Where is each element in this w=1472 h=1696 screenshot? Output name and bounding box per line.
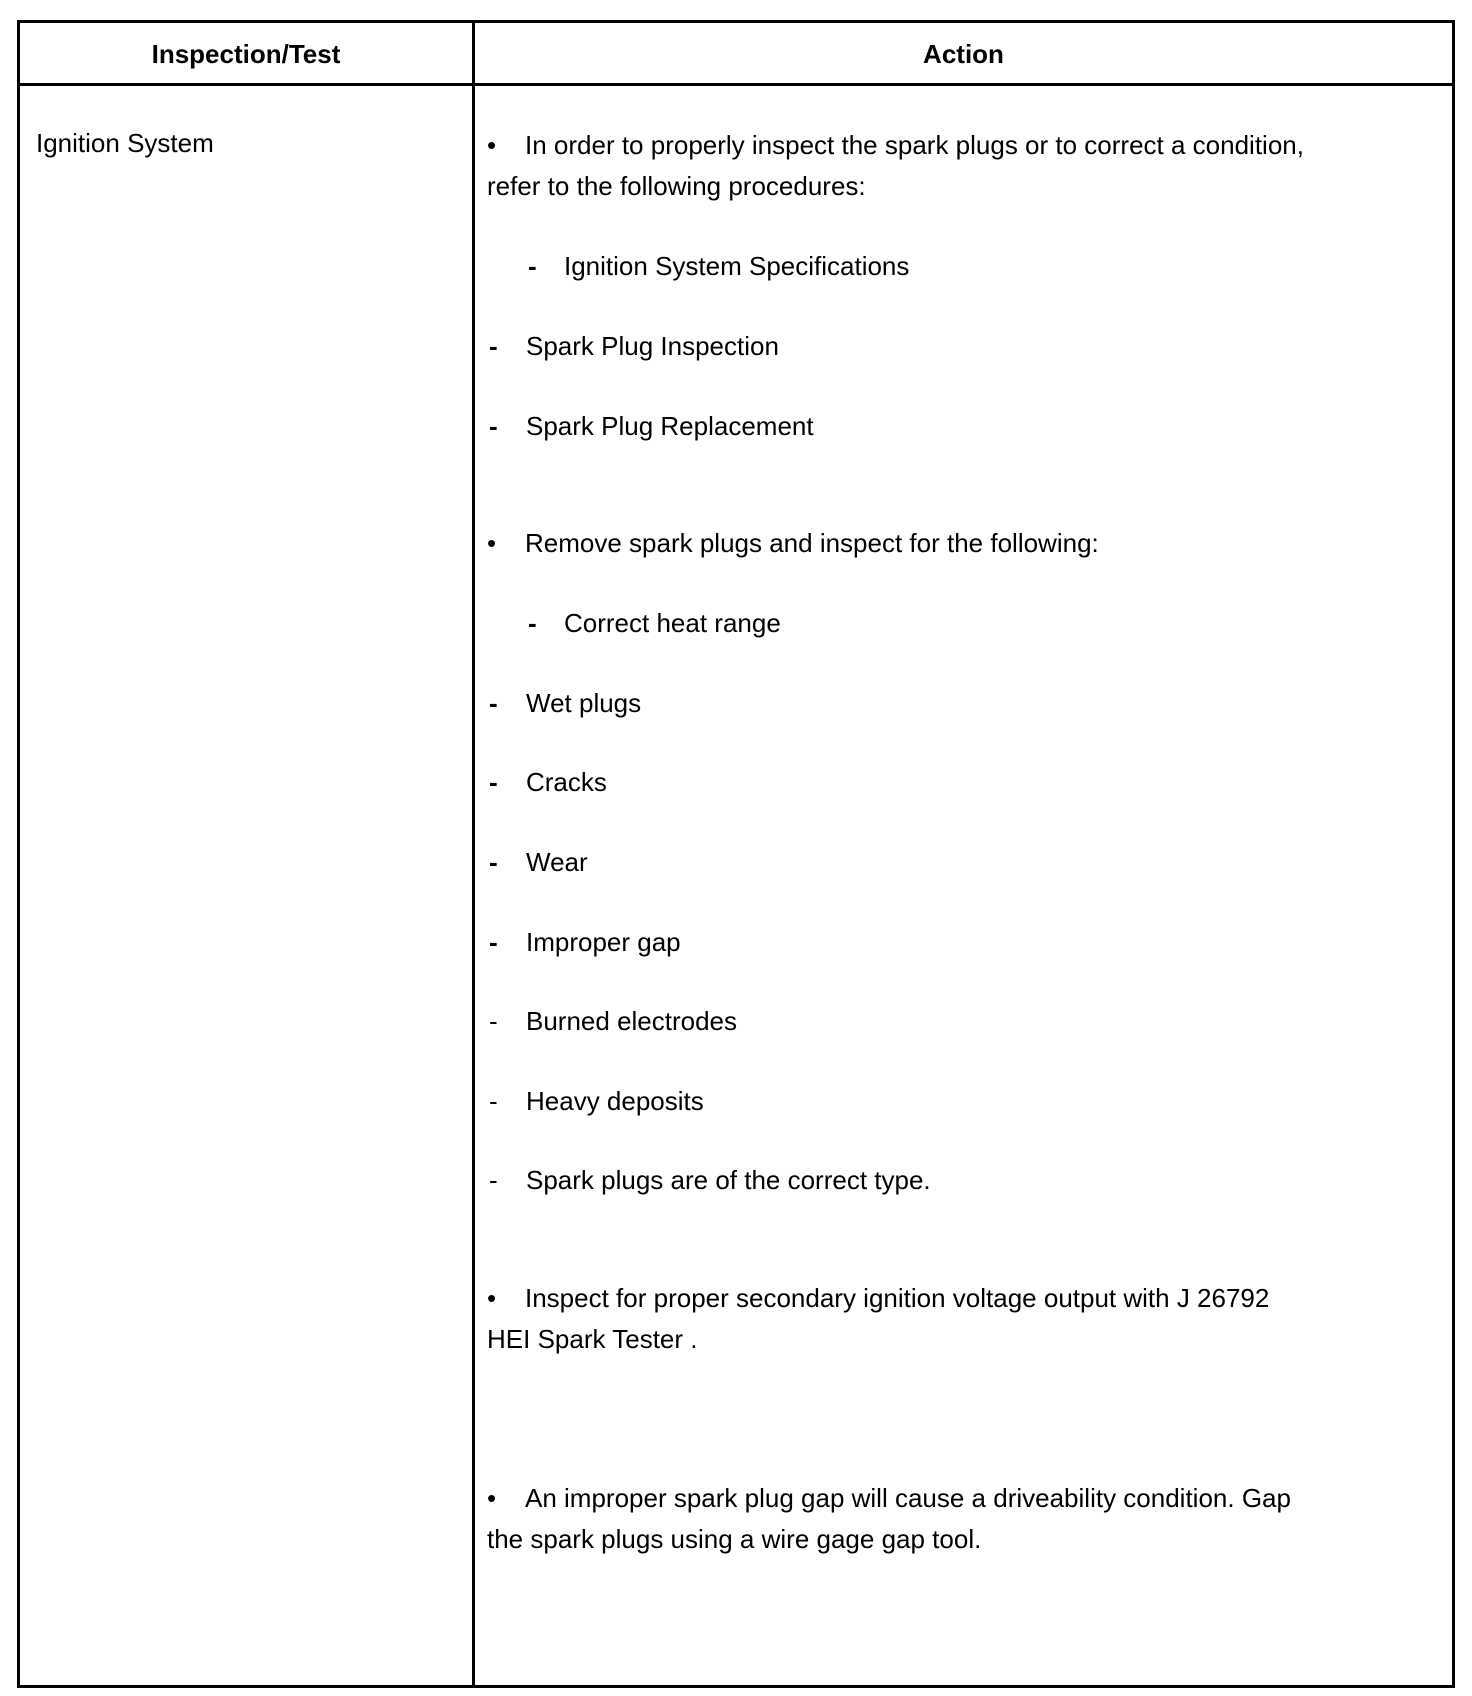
dash-marker: -	[489, 1086, 498, 1116]
action-text: Remove spark plugs and inspect for the following:	[525, 528, 1099, 558]
list-item: Improper gap	[526, 927, 681, 957]
dash-marker: -	[489, 1165, 498, 1195]
list-item: Cracks	[526, 767, 607, 797]
dash-marker: -	[489, 331, 498, 361]
header-action: Action	[923, 39, 1004, 69]
bullet-marker: •	[487, 528, 497, 558]
list-item: Wear	[526, 847, 588, 877]
inspection-cell: Ignition System	[36, 128, 214, 158]
list-item: Wet plugs	[526, 688, 642, 718]
list-item: Ignition System Specifications	[564, 251, 910, 281]
dash-marker: -	[528, 608, 537, 638]
bullet-marker: •	[487, 1483, 497, 1513]
header-divider	[20, 83, 1452, 86]
bullet-marker: •	[487, 130, 497, 160]
header-inspection-test: Inspection/Test	[151, 39, 341, 69]
action-text: the spark plugs using a wire gage gap tool.	[487, 1524, 982, 1554]
dash-marker: -	[489, 927, 498, 957]
dash-marker: -	[489, 847, 498, 877]
action-text: HEI Spark Tester .	[487, 1324, 698, 1354]
column-divider	[472, 23, 475, 1685]
list-item: Spark Plug Replacement	[526, 411, 814, 441]
action-text: Inspect for proper secondary ignition voltage output with J 26792	[525, 1283, 1270, 1313]
list-item: Spark Plug Inspection	[526, 331, 779, 361]
dash-marker: -	[489, 411, 498, 441]
action-text: An improper spark plug gap will cause a driveability condition. Gap	[525, 1483, 1291, 1513]
list-item: Correct heat range	[564, 608, 781, 638]
list-item: Heavy deposits	[526, 1086, 704, 1116]
dash-marker: -	[489, 1006, 498, 1036]
dash-marker: -	[528, 251, 537, 281]
dash-marker: -	[489, 767, 498, 797]
list-item: Burned electrodes	[526, 1006, 738, 1036]
inspection-table	[17, 20, 1455, 1688]
action-text: In order to properly inspect the spark plugs or to correct a condition,	[525, 130, 1304, 160]
dash-marker: -	[489, 688, 498, 718]
list-item: Spark plugs are of the correct type.	[526, 1165, 931, 1195]
action-text: refer to the following procedures:	[487, 171, 866, 201]
bullet-marker: •	[487, 1283, 497, 1313]
